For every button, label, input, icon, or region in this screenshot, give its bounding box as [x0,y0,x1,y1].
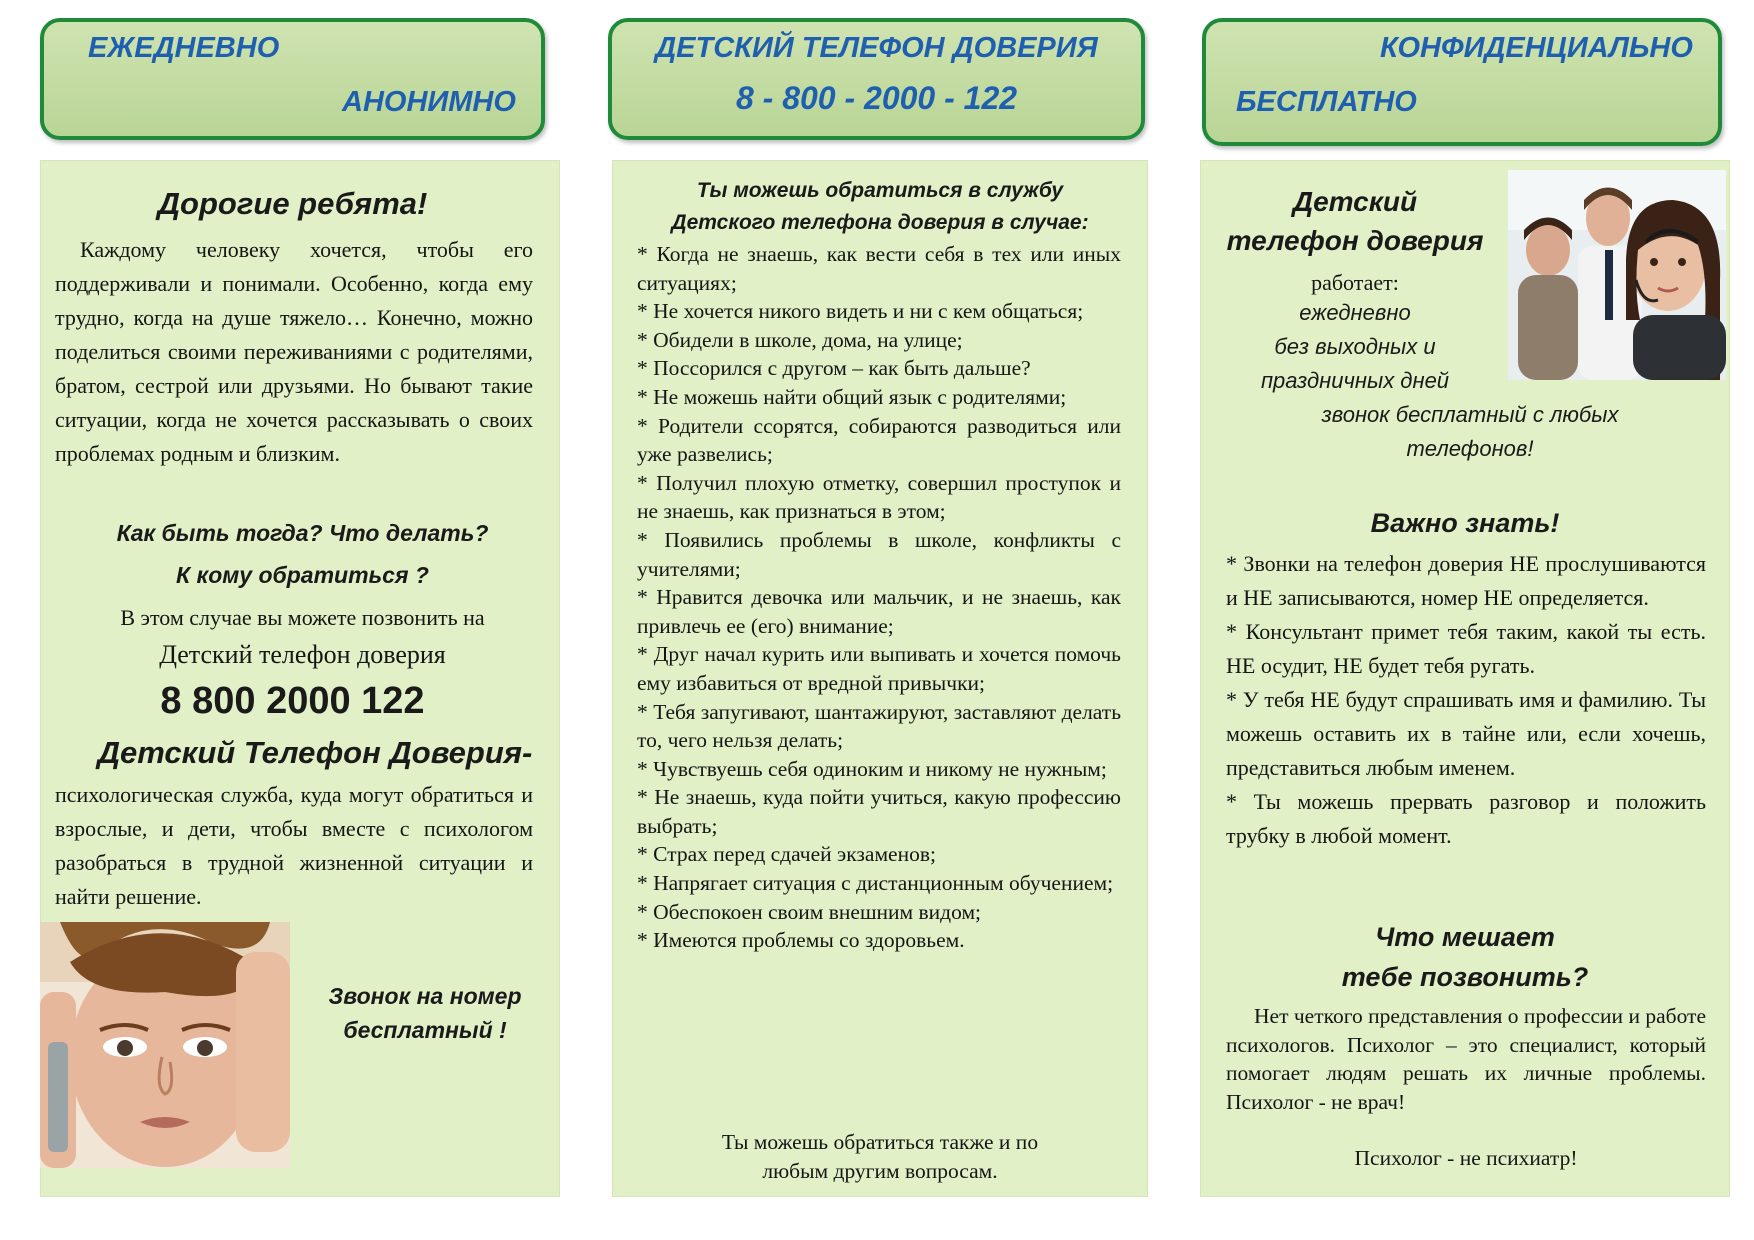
left-header-bottom: АНОНИМНО [342,86,516,118]
right-holidays: праздничных дней [1260,368,1450,393]
middle-situations-list [637,240,1121,955]
left-question-1: Как быть тогда? Что делать? [116,520,489,546]
list-item: * Чувствуешь себя одиноким и никому не нужным; [637,756,1107,781]
right-obstacle-2: тебе позвонить? [1341,962,1589,992]
left-free-call-1: Звонок на номер [328,983,522,1009]
left-definition-text: психологическая служба, куда могут обратиться и взрослые, и дети, чтобы вместе с психологом разобраться в трудной жизненной ситуации и найти решение. [55,782,533,909]
list-item: * Не хочется никого видеть и ни с кем общаться; [637,299,1084,324]
list-item: * Звонки на телефон доверия НЕ прослушиваются и НЕ записываются, номер НЕ определяется. [1226,551,1706,610]
list-item: * Поссорился с другом – как быть дальше? [637,356,1031,381]
right-closing: Психолог - не психиатр! [1354,1146,1578,1170]
right-header-top: КОНФИДЕНЦИАЛЬНО [1380,32,1693,64]
list-item: * Страх перед сдачей экзаменов; [637,842,936,867]
right-free-2: телефонов! [1406,436,1534,461]
left-question-2: К кому обратиться ? [176,562,429,588]
middle-outro: Ты можешь обратиться также и по любым другим вопросам. [721,1130,1039,1183]
right-title-1: Детский [1292,186,1418,217]
left-definition-title: Детский Телефон Доверия- [97,735,533,770]
right-facts-list [1226,547,1706,853]
list-item: * У тебя НЕ будут спрашивать имя и фамилию. Ты можешь оставить их в тайне или, если хочешь, представиться любым именем. [1226,687,1706,780]
middle-header-title: ДЕТСКИЙ ТЕЛЕФОН ДОВЕРИЯ [655,32,1098,64]
crying-child-photo [40,922,290,1168]
left-title: Дорогие ребята! [157,186,428,221]
right-header-bottom: БЕСПЛАТНО [1236,86,1417,118]
list-item: * Нравится девочка или мальчик, и не знаешь, как привлечь ее (его) внимание; [637,585,1121,638]
right-no-days-off: без выходных и [1274,334,1436,359]
middle-header-phone: 8 - 800 - 2000 - 122 [735,80,1018,116]
list-item: * Обидели в школе, дома, на улице; [637,327,963,352]
list-item: * Получил плохую отметку, совершил проступок и не знаешь, как признаться в этом; [637,470,1121,524]
right-free-1: звонок бесплатный с любых [1321,402,1619,427]
list-item: * Появились проблемы в школе, конфликты с учителями; [637,527,1121,581]
right-obstacle-1: Что мешает [1375,922,1555,952]
right-works: работает: [1311,270,1399,295]
list-item: * Консультант примет тебя таким, какой ты есть. НЕ осудит, НЕ будет тебя ругать. [1226,619,1706,678]
left-call-text: В этом случае вы можете позвонить на [120,605,485,630]
list-item: * Напрягает ситуация с дистанционным обучением; [637,871,1114,896]
left-header-top: ЕЖЕДНЕВНО [88,32,280,64]
middle-intro-2: Детского телефона доверия в случае: [671,211,1089,234]
left-service-name: Детский телефон доверия [159,640,446,669]
list-item: * Друг начал курить или выпивать и хочется помочь ему избавиться от вредной привычки; [637,642,1121,695]
left-intro: Каждому человеку хочется, чтобы его поддерживали и понимали. Особенно, когда ему трудно, когда на душе тяжело… Конечно, можно поделиться своими переживаниями с родителями, братом, сестрой или друзьями. Но бывают такие ситуации, когда не хочется рассказывать о своих проблемах родным и близким. [55,237,533,466]
list-item: * Родители ссорятся, собираются разводиться или уже развелись; [637,413,1121,467]
right-explanation: Нет четкого представления о профессии и работе психологов. Психолог – это специалист, который помогает людям решать их личные проблемы. Психолог - не врач! [1226,1004,1706,1114]
call-center-operators-photo [1508,170,1726,380]
right-important: Важно знать! [1370,508,1560,538]
list-item: * Не можешь найти общий язык с родителями; [637,384,1067,409]
list-item: * Не знаешь, куда пойти учиться, какую профессию выбрать; [637,785,1121,838]
list-item: * Имеются проблемы со здоровьем. [637,928,965,953]
right-title-2: телефон доверия [1226,225,1484,256]
list-item: * Когда не знаешь, как вести себя в тех или иных ситуациях; [637,242,1121,295]
left-free-call-2: бесплатный ! [343,1017,507,1043]
list-item: * Обеспокоен своим внешним видом; [637,899,982,924]
left-phone-number: 8 800 2000 122 [160,680,425,722]
middle-intro-1: Ты можешь обратиться в службу [696,179,1064,202]
list-item: * Тебя запугивают, шантажируют, заставляют делать то, чего нельзя делать; [637,699,1121,753]
list-item: * Ты можешь прервать разговор и положить трубку в любой момент. [1226,789,1706,848]
right-daily: ежедневно [1299,300,1411,325]
